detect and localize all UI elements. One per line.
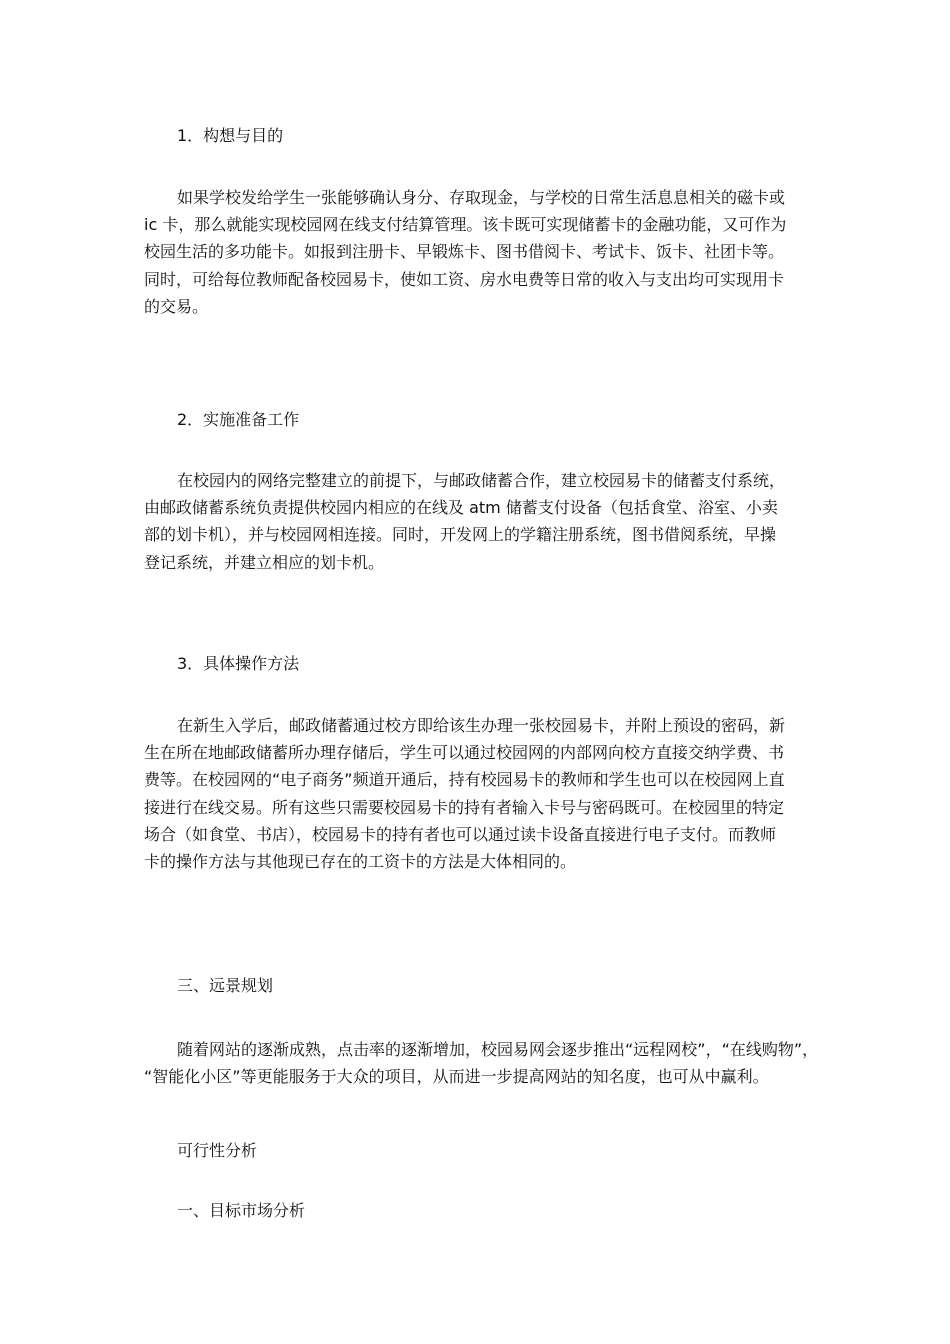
paragraph-line: “智能化小区”等更能服务于大众的项目，从而进一步提高网站的知名度，也可从中赢利。 bbox=[144, 1067, 769, 1087]
paragraph-line: 校园生活的多功能卡。如报到注册卡、早锻炼卡、图书借阅卡、考试卡、饭卡、社团卡等。 bbox=[144, 242, 785, 262]
paragraph-line: 在校园内的网络完整建立的前提下，与邮政储蓄合作，建立校园易卡的储蓄支付系统， bbox=[177, 471, 786, 490]
paragraph-line: 生在所在地邮政储蓄所办理存储后，学生可以通过校园网的内部网向校方直接交纳学费、书 bbox=[144, 743, 785, 763]
section-heading-preparation: 2．实施准备工作 bbox=[177, 410, 300, 429]
paragraph-line: 登记系统，并建立相应的划卡机。 bbox=[144, 552, 385, 572]
paragraph-line: ic 卡，那么就能实现校园网在线支付结算管理。该卡既可实现储蓄卡的金融功能，又可作为 bbox=[144, 215, 787, 235]
paragraph-concept bbox=[144, 184, 806, 320]
paragraph-preparation bbox=[144, 467, 806, 576]
paragraph-line: 同时，可给每位教师配备校园易卡，使如工资、房水电费等日常的收入与支出均可实现用卡 bbox=[144, 269, 785, 289]
paragraph-vision bbox=[144, 1036, 819, 1090]
paragraph-line: 卡的操作方法与其他现已存在的工资卡的方法是大体相同的。 bbox=[144, 851, 577, 871]
paragraph-line: 如果学校发给学生一张能够确认身分、存取现金，与学校的日常生活息息相关的磁卡或 bbox=[177, 188, 786, 207]
paragraph-line: 费等。在校园网的“电子商务”频道开通后，持有校园易卡的教师和学生也可以在校园网上直 bbox=[144, 770, 785, 790]
paragraph-line: 由邮政储蓄系统负责提供校园内相应的在线及 atm 储蓄支付设备（包括食堂、浴室、小卖 bbox=[144, 498, 778, 518]
paragraph-line: 场合（如食堂、书店），校园易卡的持有者也可以通过读卡设备直接进行电子支付。而教师 bbox=[144, 824, 777, 844]
paragraph-line: 随着网站的逐渐成熟，点击率的逐渐增加，校园易网会逐步推出“远程网校”，“在线购物”， bbox=[177, 1040, 819, 1059]
section-heading-concept: 1．构想与目的 bbox=[177, 126, 284, 145]
paragraph-line: 接进行在线交易。所有这些只需要校园易卡的持有者输入卡号与密码既可。在校园里的特定 bbox=[144, 797, 785, 817]
paragraph-line: 部的划卡机），并与校园网相连接。同时，开发网上的学籍注册系统，图书借阅系统，早操 bbox=[144, 525, 777, 545]
paragraph-line: 的交易。 bbox=[144, 296, 209, 316]
section-heading-vision: 三、远景规划 bbox=[177, 976, 274, 995]
paragraph-line: 在新生入学后，邮政储蓄通过校方即给该生办理一张校园易卡，并附上预设的密码，新 bbox=[177, 716, 786, 735]
section-heading-operation: 3．具体操作方法 bbox=[177, 654, 300, 673]
section-heading-market: 一、目标市场分析 bbox=[177, 1201, 306, 1220]
section-heading-feasibility: 可行性分析 bbox=[177, 1141, 258, 1160]
paragraph-operation bbox=[144, 712, 806, 875]
